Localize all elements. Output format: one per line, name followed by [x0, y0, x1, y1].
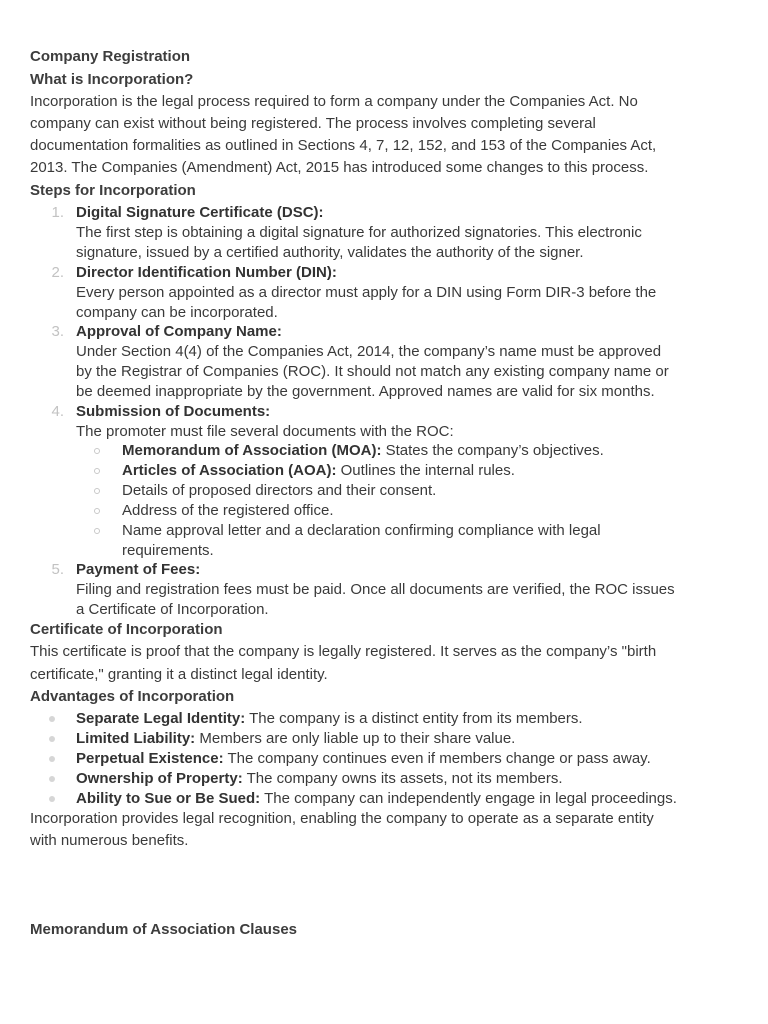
step-text: Under Section 4(4) of the Companies Act, 2014, the company’s name must be approved — [76, 343, 662, 360]
step-title: Director Identification Number (DIN): — [76, 264, 337, 281]
step-text: by the Registrar of Companies (ROC). It should not match any existing company name or — [76, 363, 669, 380]
hollow-bullet-icon — [94, 508, 100, 514]
step-text: signature, issued by a certified authority, validates the authority of the signer. — [76, 244, 584, 261]
bullet-icon — [49, 796, 55, 802]
step-text: a Certificate of Incorporation. — [76, 601, 269, 618]
section-heading-moa-clauses: Memorandum of Association Clauses — [30, 921, 297, 938]
step-number: 1. — [51, 204, 64, 221]
step-title: Payment of Fees: — [76, 561, 201, 578]
step-title: Digital Signature Certificate (DSC): — [76, 204, 324, 221]
document-item: Memorandum of Association (MOA): States the company’s objectives. — [122, 442, 604, 459]
document-item: Details of proposed directors and their consent. — [122, 482, 437, 499]
section-heading-advantages: Advantages of Incorporation — [30, 688, 235, 705]
hollow-bullet-icon — [94, 528, 100, 534]
document-item: Name approval letter and a declaration confirming compliance with legal — [122, 522, 601, 539]
section-heading-what: What is Incorporation? — [30, 71, 194, 88]
page-title: Company Registration — [30, 48, 191, 65]
document-item: Articles of Association (AOA): Outlines the internal rules. — [122, 462, 515, 479]
step-text: Every person appointed as a director must apply for a DIN using Form DIR-3 before the — [76, 284, 657, 301]
section-heading-certificate: Certificate of Incorporation — [30, 621, 223, 638]
step-text: The first step is obtaining a digital signature for authorized signatories. This electronic — [76, 224, 642, 241]
bullet-icon — [49, 716, 55, 722]
bullet-icon — [49, 736, 55, 742]
step-number: 5. — [51, 561, 64, 578]
paragraph-line: Incorporation is the legal process required to form a company under the Companies Act. No — [30, 93, 638, 110]
document-item: Address of the registered office. — [122, 502, 334, 519]
paragraph-line: company can exist without being registered. The process involves completing several — [30, 115, 596, 132]
hollow-bullet-icon — [94, 448, 100, 454]
step-title: Submission of Documents: — [76, 403, 271, 420]
step-title: Approval of Company Name: — [76, 323, 282, 340]
step-number: 2. — [51, 264, 64, 281]
step-number: 4. — [51, 403, 64, 420]
step-number: 3. — [51, 323, 64, 340]
advantage-item: Limited Liability: Members are only liable up to their share value. — [76, 730, 516, 747]
section-heading-steps: Steps for Incorporation — [30, 182, 196, 199]
step-text: be deemed inappropriate by the government. Approved names are valid for six months. — [76, 383, 655, 400]
paragraph-line: 2013. The Companies (Amendment) Act, 2015 has introduced some changes to this process. — [30, 159, 649, 176]
step-text: Filing and registration fees must be paid. Once all documents are verified, the ROC issues — [76, 581, 675, 598]
paragraph-line: with numerous benefits. — [30, 832, 189, 849]
hollow-bullet-icon — [94, 488, 100, 494]
step-text: The promoter must file several documents with the ROC: — [76, 423, 454, 440]
advantage-item: Ownership of Property: The company owns its assets, not its members. — [76, 770, 563, 787]
bullet-icon — [49, 776, 55, 782]
advantage-item: Perpetual Existence: The company continues even if members change or pass away. — [76, 750, 651, 767]
paragraph-line: Incorporation provides legal recognition, enabling the company to operate as a separate entity — [30, 810, 654, 827]
paragraph-line: documentation formalities as outlined in Sections 4, 7, 12, 152, and 153 of the Companies Act, — [30, 137, 657, 154]
paragraph-line: This certificate is proof that the company is legally registered. It serves as the company’s "birth — [30, 643, 657, 660]
bullet-icon — [49, 756, 55, 762]
step-text: company can be incorporated. — [76, 304, 278, 321]
document-item-continued: requirements. — [122, 542, 214, 559]
hollow-bullet-icon — [94, 468, 100, 474]
paragraph-line: certificate," granting it a distinct legal identity. — [30, 666, 328, 683]
advantage-item: Separate Legal Identity: The company is a distinct entity from its members. — [76, 710, 583, 727]
advantage-item: Ability to Sue or Be Sued: The company can independently engage in legal proceedings. — [76, 790, 677, 807]
